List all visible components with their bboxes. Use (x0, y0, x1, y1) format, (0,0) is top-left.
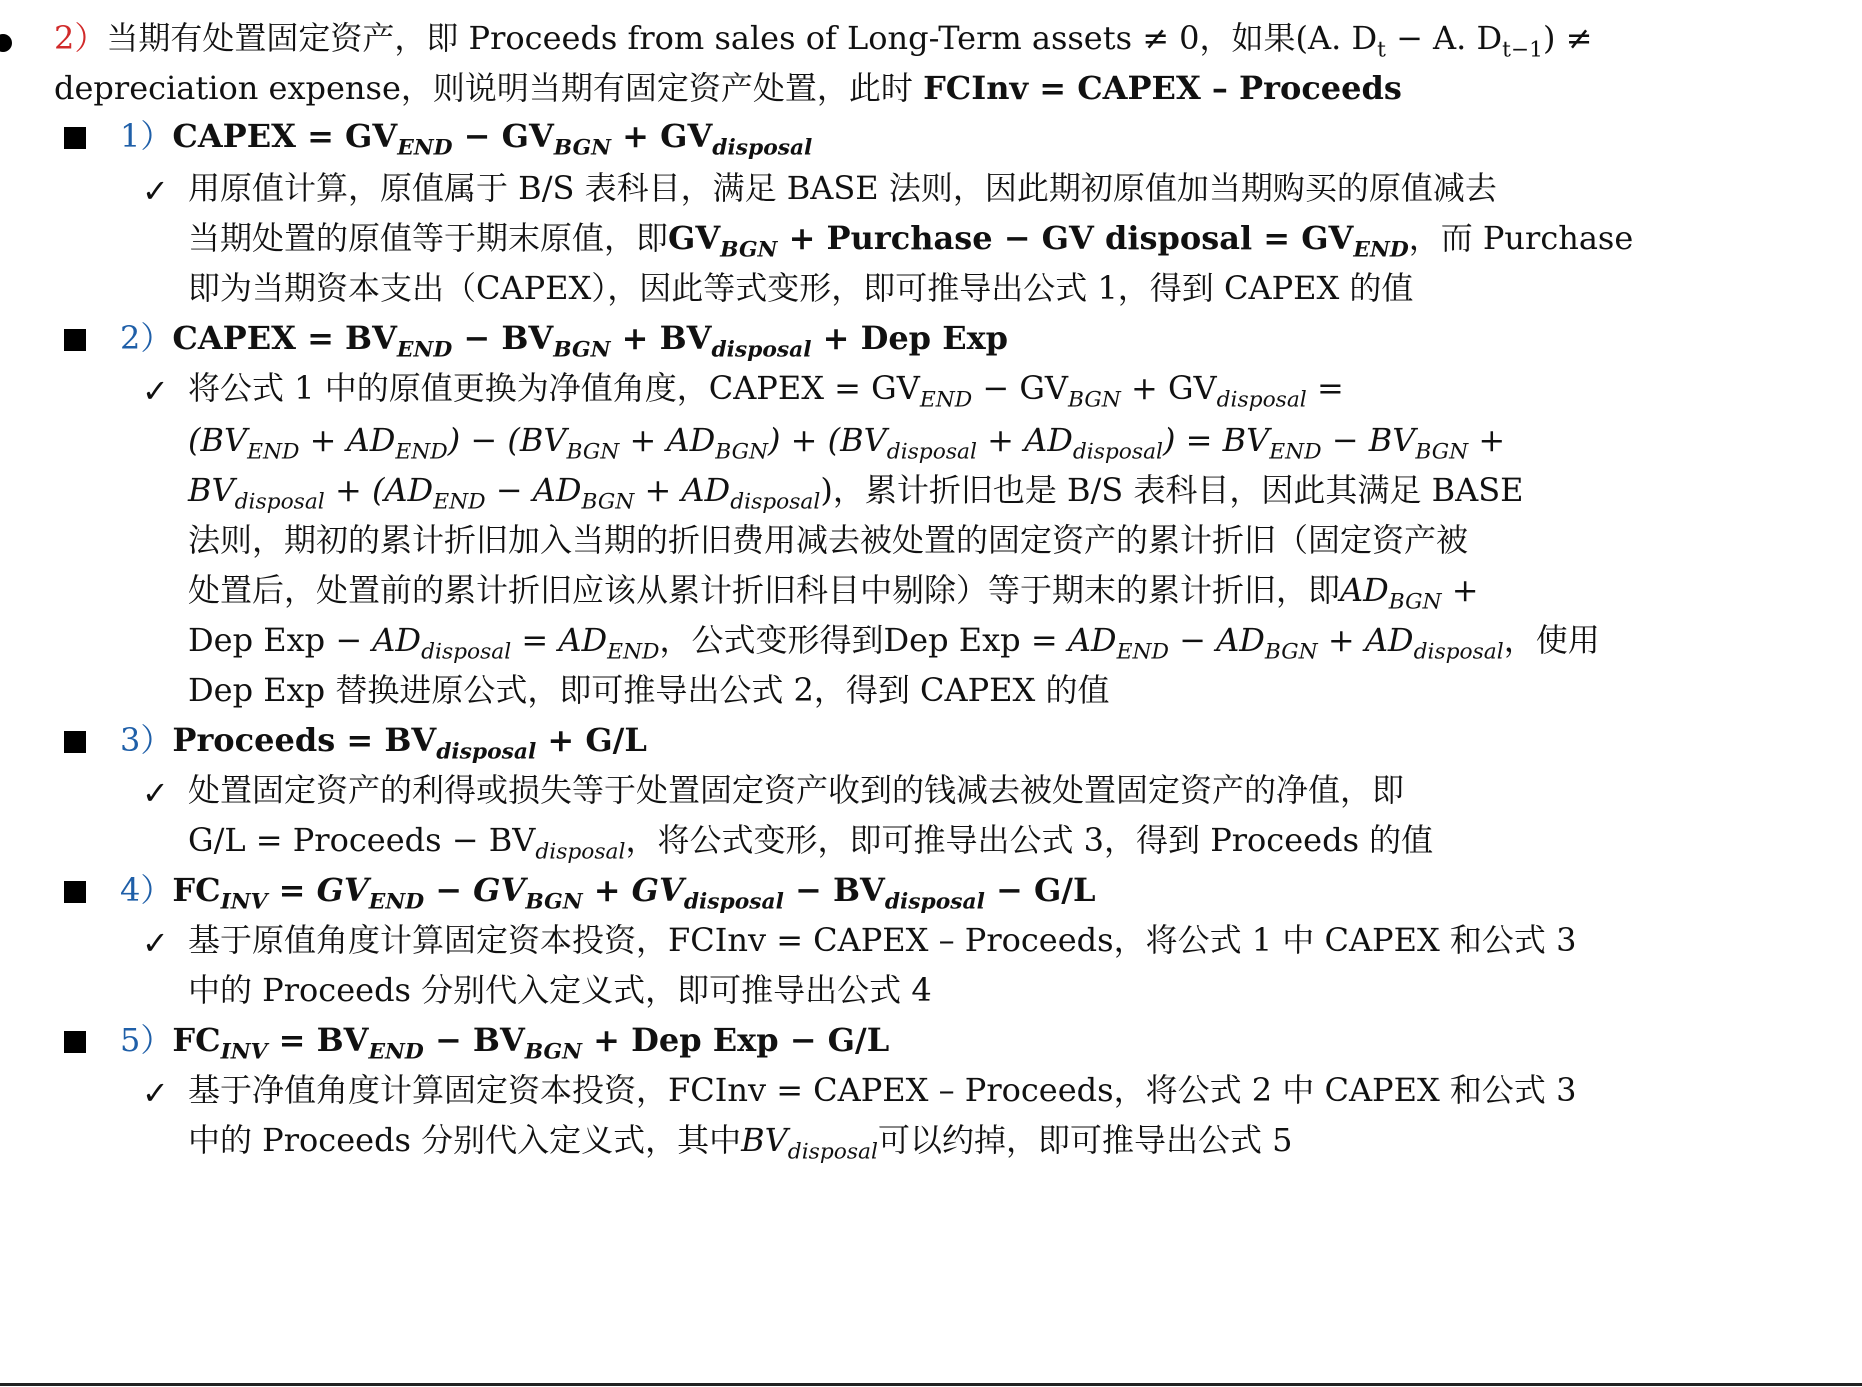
square-bullet-icon (64, 127, 86, 149)
check-icon: ✓ (142, 924, 169, 962)
case2-fcinv-formula: FCInv = CAPEX – Proceeds (923, 69, 1402, 107)
item2-text-line3: $BV_{disposal} + (AD_{END} - AD_{BGN} + AD_{disposal})$，累计折旧也是 B/S 表科目，因此其满足 BASE (188, 471, 1524, 515)
item5-text-line1: 基于净值角度计算固定资本投资，FCInv = CAPEX – Proceeds，将公式 2 中 CAPEX 和公式 3 (188, 1071, 1577, 1109)
item5-formula: $5)FC_{INV} = BV_{END} - BV_{BGN}$ + Dep Exp − G/L (120, 1021, 890, 1065)
square-bullet-icon (64, 1031, 86, 1053)
case2-intro: 当期有处置固定资产，即 Proceeds from sales of Long-Term assets ≠ 0，如果(A. D (106, 19, 1378, 57)
check-icon: ✓ (142, 172, 169, 210)
bottom-divider (0, 1383, 1862, 1386)
item2-text-line1: 将公式 1 中的原值更换为净值角度，CAPEX = $GV_{END} - GV_{BGN} + GV_{disposal}$ = (188, 369, 1344, 413)
item2-text-line2: $(BV_{END} + AD_{END}) - (BV_{BGN} + AD_{BGN}) + (BV_{disposal} + AD_{disposal}) = BV_{END} - BV_{BGN}$ + (188, 421, 1506, 465)
bullet-dot-icon (0, 34, 12, 52)
case2-line1 (54, 19, 1593, 63)
check-icon: ✓ (142, 372, 169, 410)
case2-intro-end: ) ≠ (1542, 19, 1593, 57)
item1-number: 1） (120, 117, 173, 155)
case2-sub-t1: t−1 (1502, 37, 1543, 63)
item3-text-line1: 处置固定资产的利得或损失等于处置固定资产收到的钱减去被处置固定资产的净值，即 (188, 771, 1405, 809)
item4-number: 4） (120, 871, 173, 909)
item1-text-line3: 即为当期资本支出（CAPEX），因此等式变形，即可推导出公式 1，得到 CAPEX 的值 (188, 269, 1414, 307)
check-icon: ✓ (142, 1074, 169, 1112)
square-bullet-icon (64, 329, 86, 351)
item4-formula: $4)FC_{INV} = GV_{END} - GV_{BGN} + GV_{disposal} - BV_{disposal} - G/L$ (120, 871, 1096, 915)
item2-formula: 2）CAPEX = $BV_{END} - BV_{BGN} + BV_{disposal}$ + Dep Exp (120, 319, 1009, 363)
case2-number: 2） (54, 19, 107, 57)
check-icon: ✓ (142, 774, 169, 812)
square-bullet-icon (64, 881, 86, 903)
case2-line2-text: depreciation expense，则说明当期有固定资产处置，此时 (54, 69, 924, 107)
item2-text-line6: Dep Exp − $AD_{disposal} = AD_{END}$，公式变形得到Dep Exp = $AD_{END} - AD_{BGN} + AD_{disposal}$，使用 (188, 621, 1600, 665)
case2-intro-mid: − A. D (1385, 19, 1503, 57)
item2-text-line7: Dep Exp 替换进原公式，即可推导出公式 2，得到 CAPEX 的值 (188, 671, 1110, 709)
item5-number: 5） (120, 1021, 173, 1059)
square-bullet-icon (64, 731, 86, 753)
item1-text-line2: 当期处置的原值等于期末原值，即$GV_{BGN}$ + Purchase − GV disposal = $GV_{END}$，而 Purchase (188, 219, 1634, 263)
item3-formula: 3）Proceeds = $BV_{disposal} + G/L$ (120, 721, 647, 765)
item4-text-line2: 中的 Proceeds 分别代入定义式，即可推导出公式 4 (188, 971, 932, 1009)
item4-text-line1: 基于原值角度计算固定资本投资，FCInv = CAPEX – Proceeds，将公式 1 中 CAPEX 和公式 3 (188, 921, 1577, 959)
item2-text-line4: 法则，期初的累计折旧加入当期的折旧费用减去被处置的固定资产的累计折旧（固定资产被 (188, 521, 1469, 559)
item1-formula: 1）CAPEX = $GV_{END} - GV_{BGN} + GV_{disposal}$ (120, 117, 813, 161)
item2-text-line5: 处置后，处置前的累计折旧应该从累计折旧科目中剔除）等于期末的累计折旧，即$AD_{BGN}$ + (188, 571, 1479, 615)
case2-sub-t: t (1377, 37, 1386, 63)
item3-number: 3） (120, 721, 173, 759)
item5-text-line2: 中的 Proceeds 分别代入定义式，其中$BV_{disposal}$可以约掉，即可推导出公式 5 (188, 1121, 1293, 1165)
item3-text-line2: G/L = Proceeds − $BV_{disposal}$，将公式变形，即可推导出公式 3，得到 Proceeds 的值 (188, 821, 1434, 865)
item1-text-line1: 用原值计算，原值属于 B/S 表科目，满足 BASE 法则，因此期初原值加当期购买的原值减去 (188, 169, 1497, 207)
case2-line2 (54, 69, 1402, 107)
item2-number: 2） (120, 319, 173, 357)
